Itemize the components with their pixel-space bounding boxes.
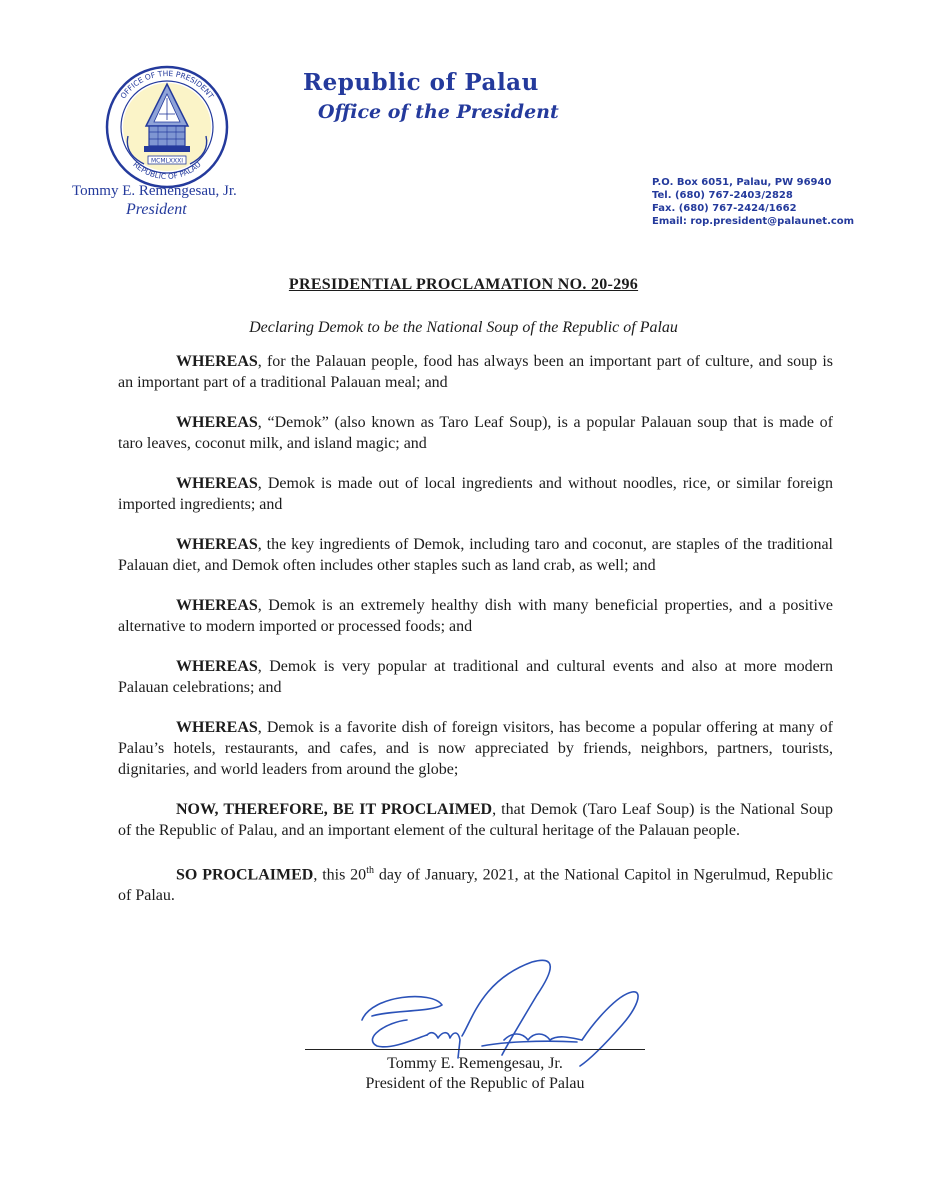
seal-bottom-text: REPUBLIC OF PALAU xyxy=(131,159,203,182)
contact-email: Email: rop.president@palaunet.com xyxy=(652,216,855,227)
seal-year: MCMLXXXI xyxy=(151,157,183,165)
closing-before-day: , this 20 xyxy=(313,866,367,884)
handwritten-signature xyxy=(332,950,662,1070)
letterhead-office: Office of the President xyxy=(318,101,559,123)
closing-after-day: day of January, 2021, at the National Capitol in Ngerulmud, Republic of Palau. xyxy=(118,866,834,905)
whereas-paragraph xyxy=(118,412,833,454)
paragraph-lead: WHEREAS xyxy=(176,414,258,431)
contact-address: P.O. Box 6051, Palau, PW 96940 xyxy=(652,177,832,188)
proclaimed-paragraph xyxy=(118,799,833,841)
paragraph-text: , “Demok” (also known as Taro Leaf Soup), is a popular Palauan soup that is made of taro leaves, coconut milk, and island magic; and xyxy=(118,414,833,452)
paragraph-lead: WHEREAS xyxy=(176,597,258,614)
presidential-seal xyxy=(104,64,230,190)
paragraph-text: , the key ingredients of Demok, including taro and coconut, are staples of the traditional Palauan diet, and Demok often includes other staples such as land crab, as well; and xyxy=(118,536,833,574)
signer-name: Tommy E. Remengesau, Jr. xyxy=(387,1055,563,1072)
paragraph-lead: WHEREAS xyxy=(176,658,258,675)
closing-paragraph xyxy=(118,860,833,906)
seal-top-text: OFFICE OF THE PRESIDENT xyxy=(118,68,216,101)
paragraph-text: , that Demok (Taro Leaf Soup) is the National Soup of the Republic of Palau, and an important element of the cultural heritage of the Palauan people. xyxy=(118,801,834,839)
proclamation-body xyxy=(118,351,833,925)
paragraph-text: , Demok is an extremely healthy dish with many beneficial properties, and a positive alternative to modern imported or processed foods; and xyxy=(118,597,833,635)
contact-phone: Tel. (680) 767-2403/2828 xyxy=(652,190,793,201)
paragraph-text: , Demok is very popular at traditional and cultural events and also at more modern Palauan celebrations; and xyxy=(118,658,833,696)
closing-day-suffix: th xyxy=(366,865,374,876)
paragraph-lead: NOW, THEREFORE, BE IT PROCLAIMED xyxy=(176,801,493,818)
whereas-paragraph xyxy=(118,534,833,576)
whereas-paragraph xyxy=(118,473,833,515)
paragraph-text: , for the Palauan people, food has always been an important part of culture, and soup is an important part of a traditional Palauan meal; and xyxy=(118,353,833,391)
letterhead-republic: Republic of Palau xyxy=(303,69,539,96)
paragraph-lead: WHEREAS xyxy=(176,536,258,553)
paragraph-lead: WHEREAS xyxy=(176,475,258,492)
proclamation-title: PRESIDENTIAL PROCLAMATION NO. 20-296 xyxy=(288,276,639,293)
proclamation-subtitle: Declaring Demok to be the National Soup of the Republic of Palau xyxy=(249,319,678,336)
whereas-paragraph xyxy=(118,595,833,637)
closing-lead: SO PROCLAIMED xyxy=(176,866,314,884)
paragraph-text: , Demok is made out of local ingredients and without noodles, rice, or similar foreign imported ingredients; and xyxy=(118,475,833,513)
paragraph-lead: WHEREAS xyxy=(176,719,258,736)
paragraph-lead: WHEREAS xyxy=(176,353,258,370)
whereas-paragraph xyxy=(118,351,833,393)
whereas-paragraph xyxy=(118,656,833,698)
letterhead-contact-block xyxy=(652,176,912,228)
signature-line xyxy=(305,1049,645,1050)
paragraph-text: , Demok is a favorite dish of foreign visitors, has become a popular offering at many of Palau’s hotels, restaurants, and cafes, and is now appreciated by friends, neighbors, partners, tourists, dignitaries, and world leaders from around the globe; xyxy=(118,719,833,778)
whereas-paragraph xyxy=(118,717,833,780)
letterhead-president-name: Tommy E. Remengesau, Jr. xyxy=(72,183,237,199)
signer-title: President of the Republic of Palau xyxy=(365,1075,585,1092)
letterhead-president-title: President xyxy=(126,201,187,218)
contact-fax: Fax. (680) 767-2424/1662 xyxy=(652,203,797,214)
